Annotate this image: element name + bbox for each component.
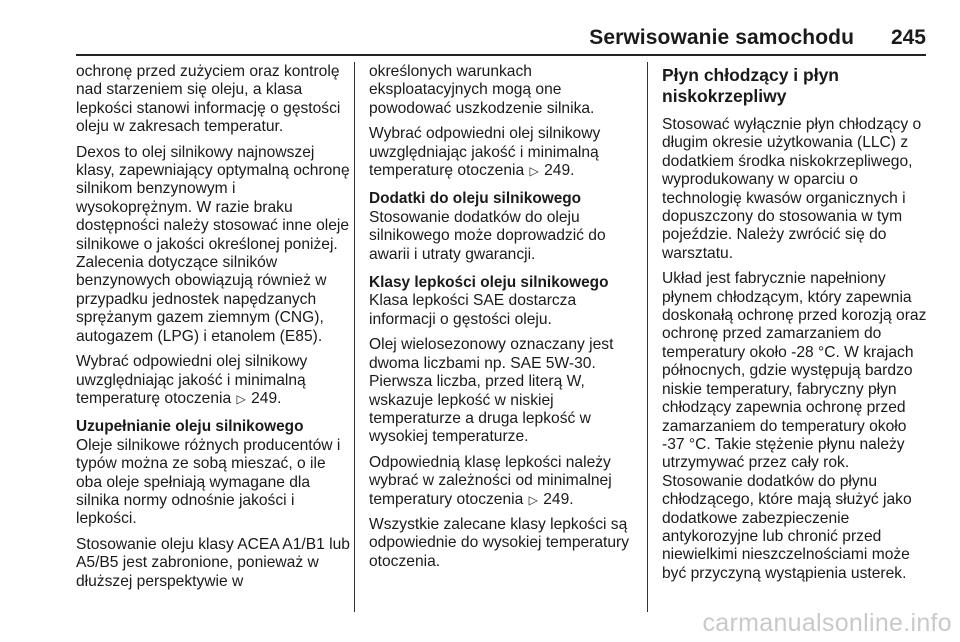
paragraph: Układ jest fabrycznie napełniony płynem chłodzącym, który zapewnia doskonałą ochronę przed korozją oraz ochronę przed zamarzaniem do temperatury około -28 °C. W krajach północnych, gdzie występują bardzo niskie temperatury, fabryczny płyn chłodzący zapewnia ochronę przed zamarzaniem do temperatury około -37 °C. Takie stężenie płynu należy utrzymywać przez cały rok. Stosowanie dodatków do płynu chłodzącego, które mają służyć jako dodatkowe zabezpieczenie antykorozyjne lub chronić przed niewielkimi nieszczelnościami może być przyczyną wystąpienia usterek. (662, 270, 927, 582)
paragraph: określonych warunkach eksploatacyjnych mogą one powodować uszkodzenie silnika. (369, 63, 595, 117)
column-1 (76, 63, 351, 598)
column-3 (662, 63, 930, 590)
paragraph: Wybrać odpowiedni olej silnikowy uwzględniając jakość i minimalną temperaturę otoczenia ▷ 249. (369, 125, 601, 180)
page-reference-link[interactable]: ▷ 249. (528, 490, 574, 508)
column-divider (647, 62, 648, 612)
arrow-right-icon: ▷ (236, 391, 246, 406)
paragraph: Olej wielosezonowy oznaczany jest dwoma liczbami np. SAE 5W-30. Pierwsza liczba, przed literą W, wskazuje lepkość w niskiej temperaturze a druga lepkość w wysokiej temperaturze. (369, 336, 614, 446)
paragraph: Stosować wyłącznie płyn chłodzący o długim okresie użytkowania (LLC) z dodatkiem środka niskokrzepliwego, wyprodukowany w oparciu o technologię kwasów organicznych i dopuszczony do stosowania w tym pojeździe. Należy zwrócić się do warsztatu. (662, 116, 922, 262)
column-divider (354, 62, 355, 612)
paragraph: Wszystkie zalecane klasy lepkości są odpowiednie do wysokiej temperatury otoczenia. (369, 515, 630, 570)
watermark-text: carmanualsonline.info (702, 609, 952, 637)
arrow-right-icon: ▷ (528, 492, 538, 507)
page-header (76, 20, 926, 56)
paragraph: Klasa lepkości SAE dostarcza informacji o gęstości oleju. (369, 292, 577, 328)
paragraph: Oleje silnikowe różnych producentów i typów można ze sobą mieszać, o ile oba oleje spełniają wymagane dla silnika normy odnośnie jakości i lepkości. (76, 436, 341, 528)
section-heading: Płyn chłodzący i płyn niskokrzepliwy (662, 65, 839, 106)
page-reference-link[interactable]: ▷ 249. (236, 389, 282, 407)
arrow-right-icon: ▷ (529, 164, 539, 179)
page-reference-link[interactable]: ▷ 249. (529, 162, 575, 180)
section-title: Serwisowanie samochodu (589, 26, 854, 49)
section-heading: Uzupełnianie oleju silnikowego (76, 418, 304, 436)
column-2 (369, 63, 641, 578)
paragraph: Odpowiednią klasę lepkości należy wybrać w zależności od minimalnej temperatury otoczenia ▷ 249. (369, 453, 612, 508)
paragraph: ochronę przed zużyciem oraz kontrolę nad starzeniem się oleju, a klasa lepkości stanowi informację o gęstości oleju w zakresach temperatur. (76, 63, 341, 136)
paragraph: Stosowanie oleju klasy ACEA A1/B1 lub A5/B5 jest zabronione, ponieważ w dłuższej perspektywie w (76, 535, 350, 590)
section-heading: Dodatki do oleju silnikowego (369, 190, 582, 208)
section-heading: Klasy lepkości oleju silnikowego (369, 274, 609, 292)
paragraph: Stosowanie dodatków do oleju silnikowego może doprowadzić do awarii i utraty gwarancji. (369, 208, 606, 263)
page-number: 245 (890, 26, 926, 49)
paragraph: Wybrać odpowiedni olej silnikowy uwzględniając jakość i minimalną temperaturę otoczenia ▷ 249. (76, 353, 308, 407)
paragraph: Dexos to olej silnikowy najnowszej klasy, zapewniający optymalną ochronę silnikom benzynowym i wysokoprężnym. W razie braku dostępności należy stosować inne oleje silnikowe o jakości określonej poniżej. Zalecenia dotyczące silników benzynowych obowiązują również w przypadku jednostek napędzanych sprężanym gazem ziemnym (CNG), autogazem (LPG) i etanolem (E85). (76, 143, 350, 345)
